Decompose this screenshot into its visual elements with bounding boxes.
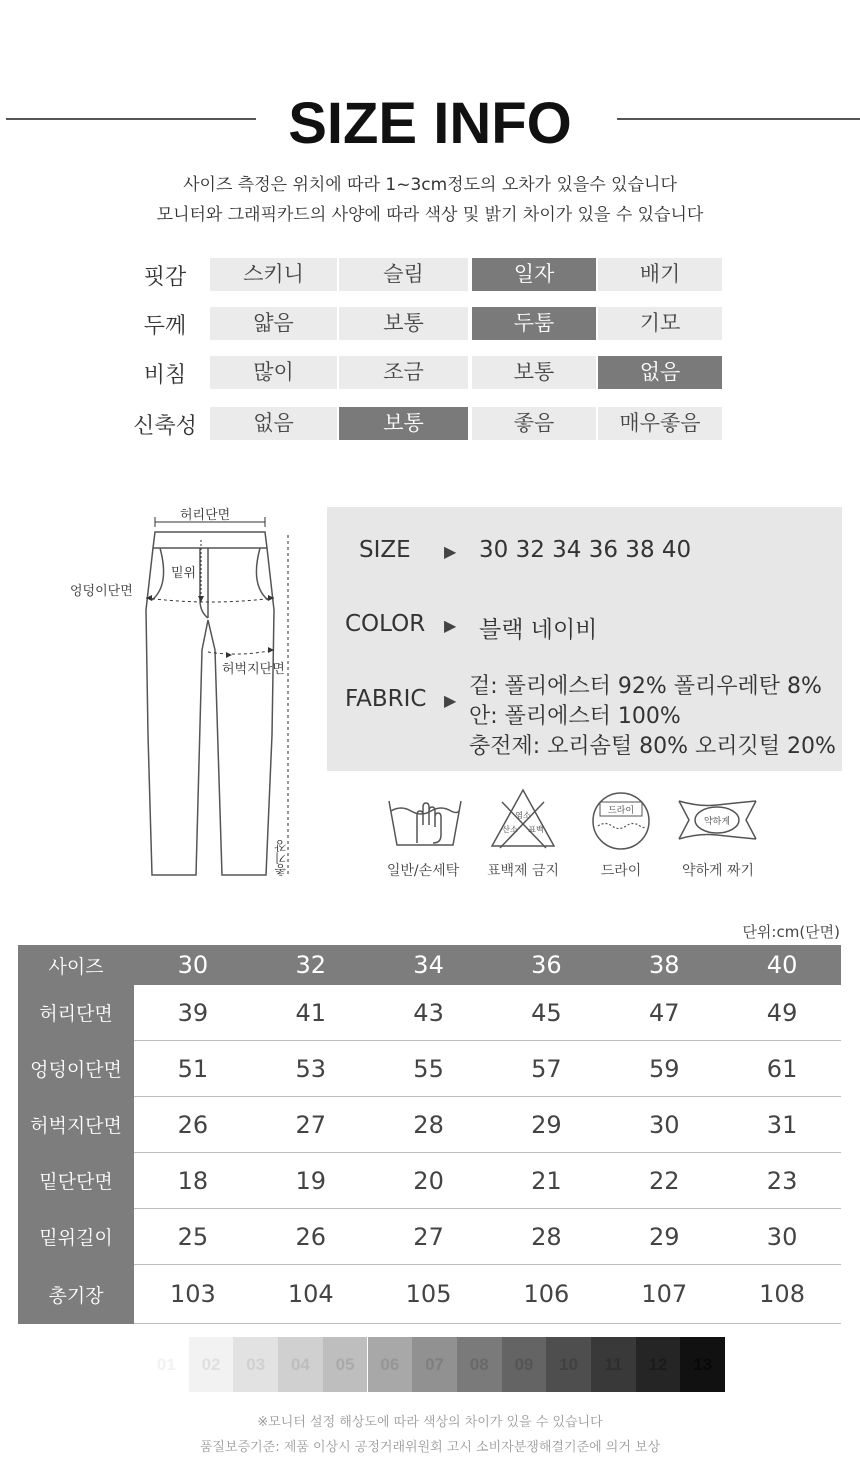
table-cell: 21 <box>487 1153 605 1209</box>
gray-swatch: 13 <box>680 1337 725 1392</box>
table-cell: 29 <box>487 1097 605 1153</box>
table-cell: 26 <box>252 1209 370 1265</box>
gray-swatch: 10 <box>546 1337 591 1392</box>
table-cell: 18 <box>134 1153 252 1209</box>
size-table-header <box>18 945 841 985</box>
info-color-key: COLOR <box>345 611 426 637</box>
table-cell: 30 <box>605 1097 723 1153</box>
table-cell: 43 <box>370 985 488 1041</box>
property-label: 핏감 <box>143 265 187 290</box>
table-cell: 47 <box>605 985 723 1041</box>
table-cell: 107 <box>605 1265 723 1324</box>
table-cell: 39 <box>134 985 252 1041</box>
table-cell: 30 <box>723 1209 841 1265</box>
no-bleach-text-3: 표백 <box>528 825 544 834</box>
row-label: 총기장 <box>18 1265 134 1324</box>
diagram-label-waist: 허리단면 <box>180 508 231 523</box>
table-cell: 61 <box>723 1041 841 1097</box>
pants-diagram <box>60 500 310 890</box>
table-cell: 53 <box>252 1041 370 1097</box>
table-cell: 49 <box>723 985 841 1041</box>
size-table-corner: 사이즈 <box>18 945 134 985</box>
property-option: 매우좋음 <box>598 407 722 440</box>
table-cell: 104 <box>252 1265 370 1324</box>
property-option-selected: 없음 <box>598 356 722 389</box>
no-bleach-icon <box>488 786 558 854</box>
table-cell: 59 <box>605 1041 723 1097</box>
care-label-gentle-wring: 약하게 짜기 <box>681 863 755 879</box>
size-column-header: 38 <box>605 945 723 985</box>
property-option: 보통 <box>339 307 468 340</box>
dry-clean-icon <box>590 790 652 856</box>
table-cell: 57 <box>487 1041 605 1097</box>
table-cell: 31 <box>723 1097 841 1153</box>
product-info-box <box>327 507 842 771</box>
size-column-header: 34 <box>370 945 488 985</box>
no-bleach-text-2: 산소 <box>502 825 518 834</box>
gray-swatch: 11 <box>591 1337 636 1392</box>
property-option: 많이 <box>210 356 337 389</box>
table-cell: 28 <box>487 1209 605 1265</box>
table-cell: 20 <box>370 1153 488 1209</box>
property-option: 얇음 <box>210 307 337 340</box>
row-label: 밑위길이 <box>18 1209 134 1265</box>
table-cell: 41 <box>252 985 370 1041</box>
property-option: 스키니 <box>210 258 337 291</box>
table-cell: 25 <box>134 1209 252 1265</box>
property-option: 보통 <box>472 356 596 389</box>
table-row <box>18 1153 841 1209</box>
table-row <box>18 1041 841 1097</box>
property-option-selected: 두툼 <box>472 307 596 340</box>
gray-swatch: 01 <box>144 1337 189 1392</box>
property-option-selected: 보통 <box>339 407 468 440</box>
table-row <box>18 1097 841 1153</box>
diagram-label-thigh: 허벅지단면 <box>222 662 285 677</box>
info-size-key: SIZE <box>359 537 411 563</box>
subtitle-line-2: 모니터와 그래픽카드의 사양에 따라 색상 및 밝기 차이가 있을 수 있습니다 <box>156 205 704 225</box>
diagram-label-hip: 엉덩이단면 <box>70 584 133 599</box>
row-label: 엉덩이단면 <box>18 1041 134 1097</box>
property-option: 슬림 <box>339 258 468 291</box>
table-cell: 22 <box>605 1153 723 1209</box>
no-bleach-text-1: 염소 <box>515 811 531 820</box>
property-option: 기모 <box>598 307 722 340</box>
table-row <box>18 985 841 1041</box>
subtitle-line-1: 사이즈 측정은 위치에 따라 1~3cm정도의 오차가 있을수 있습니다 <box>183 175 677 195</box>
info-size-value: 30 32 34 36 38 40 <box>479 537 692 563</box>
info-fabric-key: FABRIC <box>345 686 427 712</box>
gentle-wring-icon <box>675 795 760 849</box>
size-column-header: 40 <box>723 945 841 985</box>
property-option: 조금 <box>339 356 468 389</box>
size-table <box>18 945 841 1324</box>
dry-clean-text: 드라이 <box>607 806 635 816</box>
gentle-wring-text: 약하게 <box>703 817 731 827</box>
gray-swatch: 12 <box>636 1337 681 1392</box>
property-label: 신축성 <box>133 414 197 439</box>
pants-outline-icon <box>60 500 310 890</box>
gray-swatch: 03 <box>233 1337 278 1392</box>
table-cell: 45 <box>487 985 605 1041</box>
info-size-arrow: ▶ <box>444 542 457 561</box>
property-option-selected: 일자 <box>472 258 596 291</box>
size-column-header: 30 <box>134 945 252 985</box>
size-column-header: 32 <box>252 945 370 985</box>
table-cell: 106 <box>487 1265 605 1324</box>
size-column-header: 36 <box>487 945 605 985</box>
table-cell: 108 <box>723 1265 841 1324</box>
gray-swatch: 02 <box>189 1337 234 1392</box>
info-fabric-line-1: 겉: 폴리에스터 92% 폴리우레탄 8% <box>469 674 822 699</box>
gray-swatch: 09 <box>502 1337 547 1392</box>
page-title: SIZE INFO <box>288 91 572 156</box>
info-fabric-line-3: 충전제: 오리솜털 80% 오리깃털 20% <box>469 734 836 759</box>
table-cell: 55 <box>370 1041 488 1097</box>
row-label: 허벅지단면 <box>18 1097 134 1153</box>
unit-note: 단위:cm(단면) <box>742 923 840 941</box>
table-cell: 26 <box>134 1097 252 1153</box>
property-option: 배기 <box>598 258 722 291</box>
table-cell: 23 <box>723 1153 841 1209</box>
gray-swatch: 05 <box>323 1337 368 1392</box>
property-label: 비침 <box>143 363 187 388</box>
table-cell: 27 <box>370 1209 488 1265</box>
gray-swatch: 08 <box>457 1337 502 1392</box>
care-label-no-bleach: 표백제 금지 <box>486 863 560 879</box>
care-label-hand-wash: 일반/손세탁 <box>386 863 460 879</box>
table-cell: 105 <box>370 1265 488 1324</box>
table-cell: 28 <box>370 1097 488 1153</box>
property-label: 두께 <box>143 314 187 339</box>
table-row <box>18 1209 841 1265</box>
footer-note-warranty: 품질보증기준: 제품 이상시 공정거래위원회 고시 소비자분쟁해결기준에 의거 보상 <box>199 1440 661 1455</box>
info-color-value: 블랙 네이비 <box>479 617 598 643</box>
table-cell: 29 <box>605 1209 723 1265</box>
table-cell: 19 <box>252 1153 370 1209</box>
property-option: 좋음 <box>472 407 596 440</box>
table-cell: 103 <box>134 1265 252 1324</box>
info-fabric-arrow: ▶ <box>444 691 457 710</box>
diagram-label-length: 총기장 <box>274 840 288 876</box>
row-label: 허리단면 <box>18 985 134 1041</box>
gray-swatch: 06 <box>368 1337 413 1392</box>
hand-wash-icon <box>385 795 465 854</box>
info-color-arrow: ▶ <box>444 616 457 635</box>
gray-swatch: 04 <box>278 1337 323 1392</box>
table-cell: 27 <box>252 1097 370 1153</box>
care-label-dry-clean: 드라이 <box>600 863 642 879</box>
footer-note-color: ※모니터 설정 해상도에 따라 색상의 차이가 있을 수 있습니다 <box>257 1415 603 1430</box>
diagram-label-rise: 밑위 <box>171 566 197 581</box>
table-row <box>18 1265 841 1324</box>
property-option: 없음 <box>210 407 337 440</box>
gray-swatch: 07 <box>412 1337 457 1392</box>
row-label: 밑단단면 <box>18 1153 134 1209</box>
table-cell: 51 <box>134 1041 252 1097</box>
info-fabric-line-2: 안: 폴리에스터 100% <box>469 704 681 729</box>
